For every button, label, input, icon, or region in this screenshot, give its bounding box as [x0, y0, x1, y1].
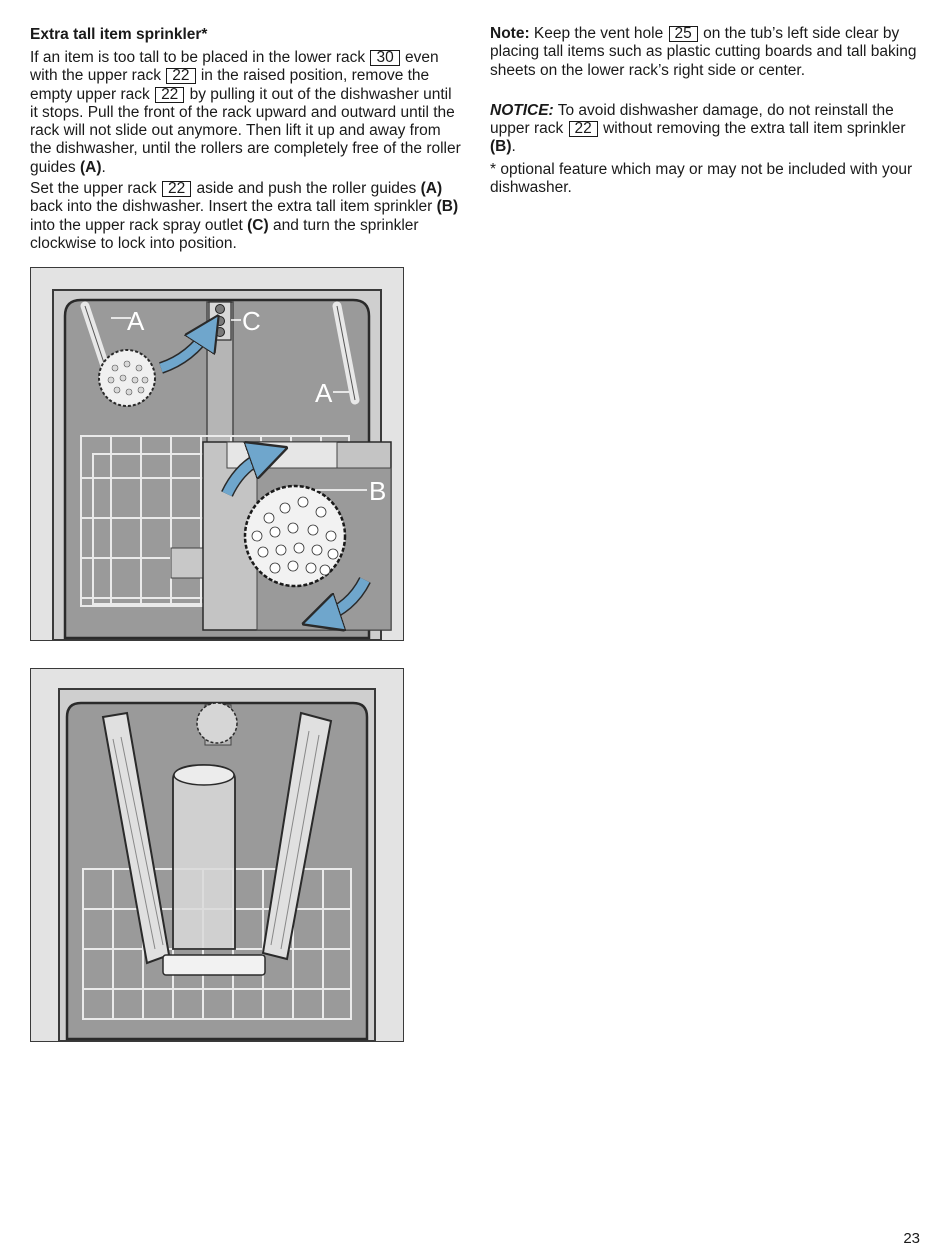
label-c: C	[242, 306, 261, 336]
ref-upper-rack: 22	[155, 87, 184, 103]
notice-label: NOTICE:	[490, 101, 554, 119]
footnote: * optional feature which may or may not be included with your dishwasher.	[490, 160, 913, 197]
ref-lower-rack: 30	[370, 50, 399, 66]
label-b: B	[369, 476, 387, 506]
illustration-tall-items-loaded	[31, 669, 403, 1041]
right-column	[490, 25, 930, 197]
note-paragraph: Note: Keep the vent hole 25 on the tub’s left side clear by placing tall items such as plastic cutting boards and tall baking sheets on the lower rack’s right side or center.	[490, 25, 917, 79]
note-label: Note:	[490, 25, 530, 42]
cutting-board	[163, 955, 265, 975]
notice-paragraph: NOTICE: To avoid dishwasher damage, do not reinstall the upper rack 22 without removing the extra tall item sprinkler (B).	[490, 101, 906, 156]
left-column	[30, 25, 462, 253]
ref-upper-rack: 22	[166, 68, 195, 84]
page-number: 23	[903, 1230, 920, 1247]
ref-upper-rack: 22	[162, 181, 191, 197]
illustration-dishwasher-tub	[31, 268, 403, 640]
ref-upper-rack: 22	[569, 121, 598, 137]
figure-sprinkler-install	[30, 267, 404, 641]
section-title: Extra tall item sprinkler*	[30, 26, 208, 43]
paragraph-remove-rack: If an item is too tall to be placed in the lower rack 30 even with the upper rack 22 in the raised position, remove the empty upper rack 22 by pulling it out of the dishwasher until it stops. Pull the front of the rack upward and outward until the rack will not slide out anymore. Then lift it up and away from the dishwasher, until the rollers are completely free of the roller guides (A).	[30, 49, 461, 176]
label-a-right: A	[315, 378, 333, 408]
sprinkler-installed	[197, 703, 237, 743]
label-a-left: A	[127, 306, 145, 336]
ref-vent-hole: 25	[669, 26, 698, 42]
tall-vase	[173, 765, 235, 949]
figure-tall-items	[30, 668, 404, 1042]
paragraph-insert-sprinkler: Set the upper rack 22 aside and push the roller guides (A) back into the dishwasher. Insert the extra tall item sprinkler (B) into the upper rack spray outlet (C) and turn the sprinkler clockwise to lock into position.	[30, 180, 459, 252]
